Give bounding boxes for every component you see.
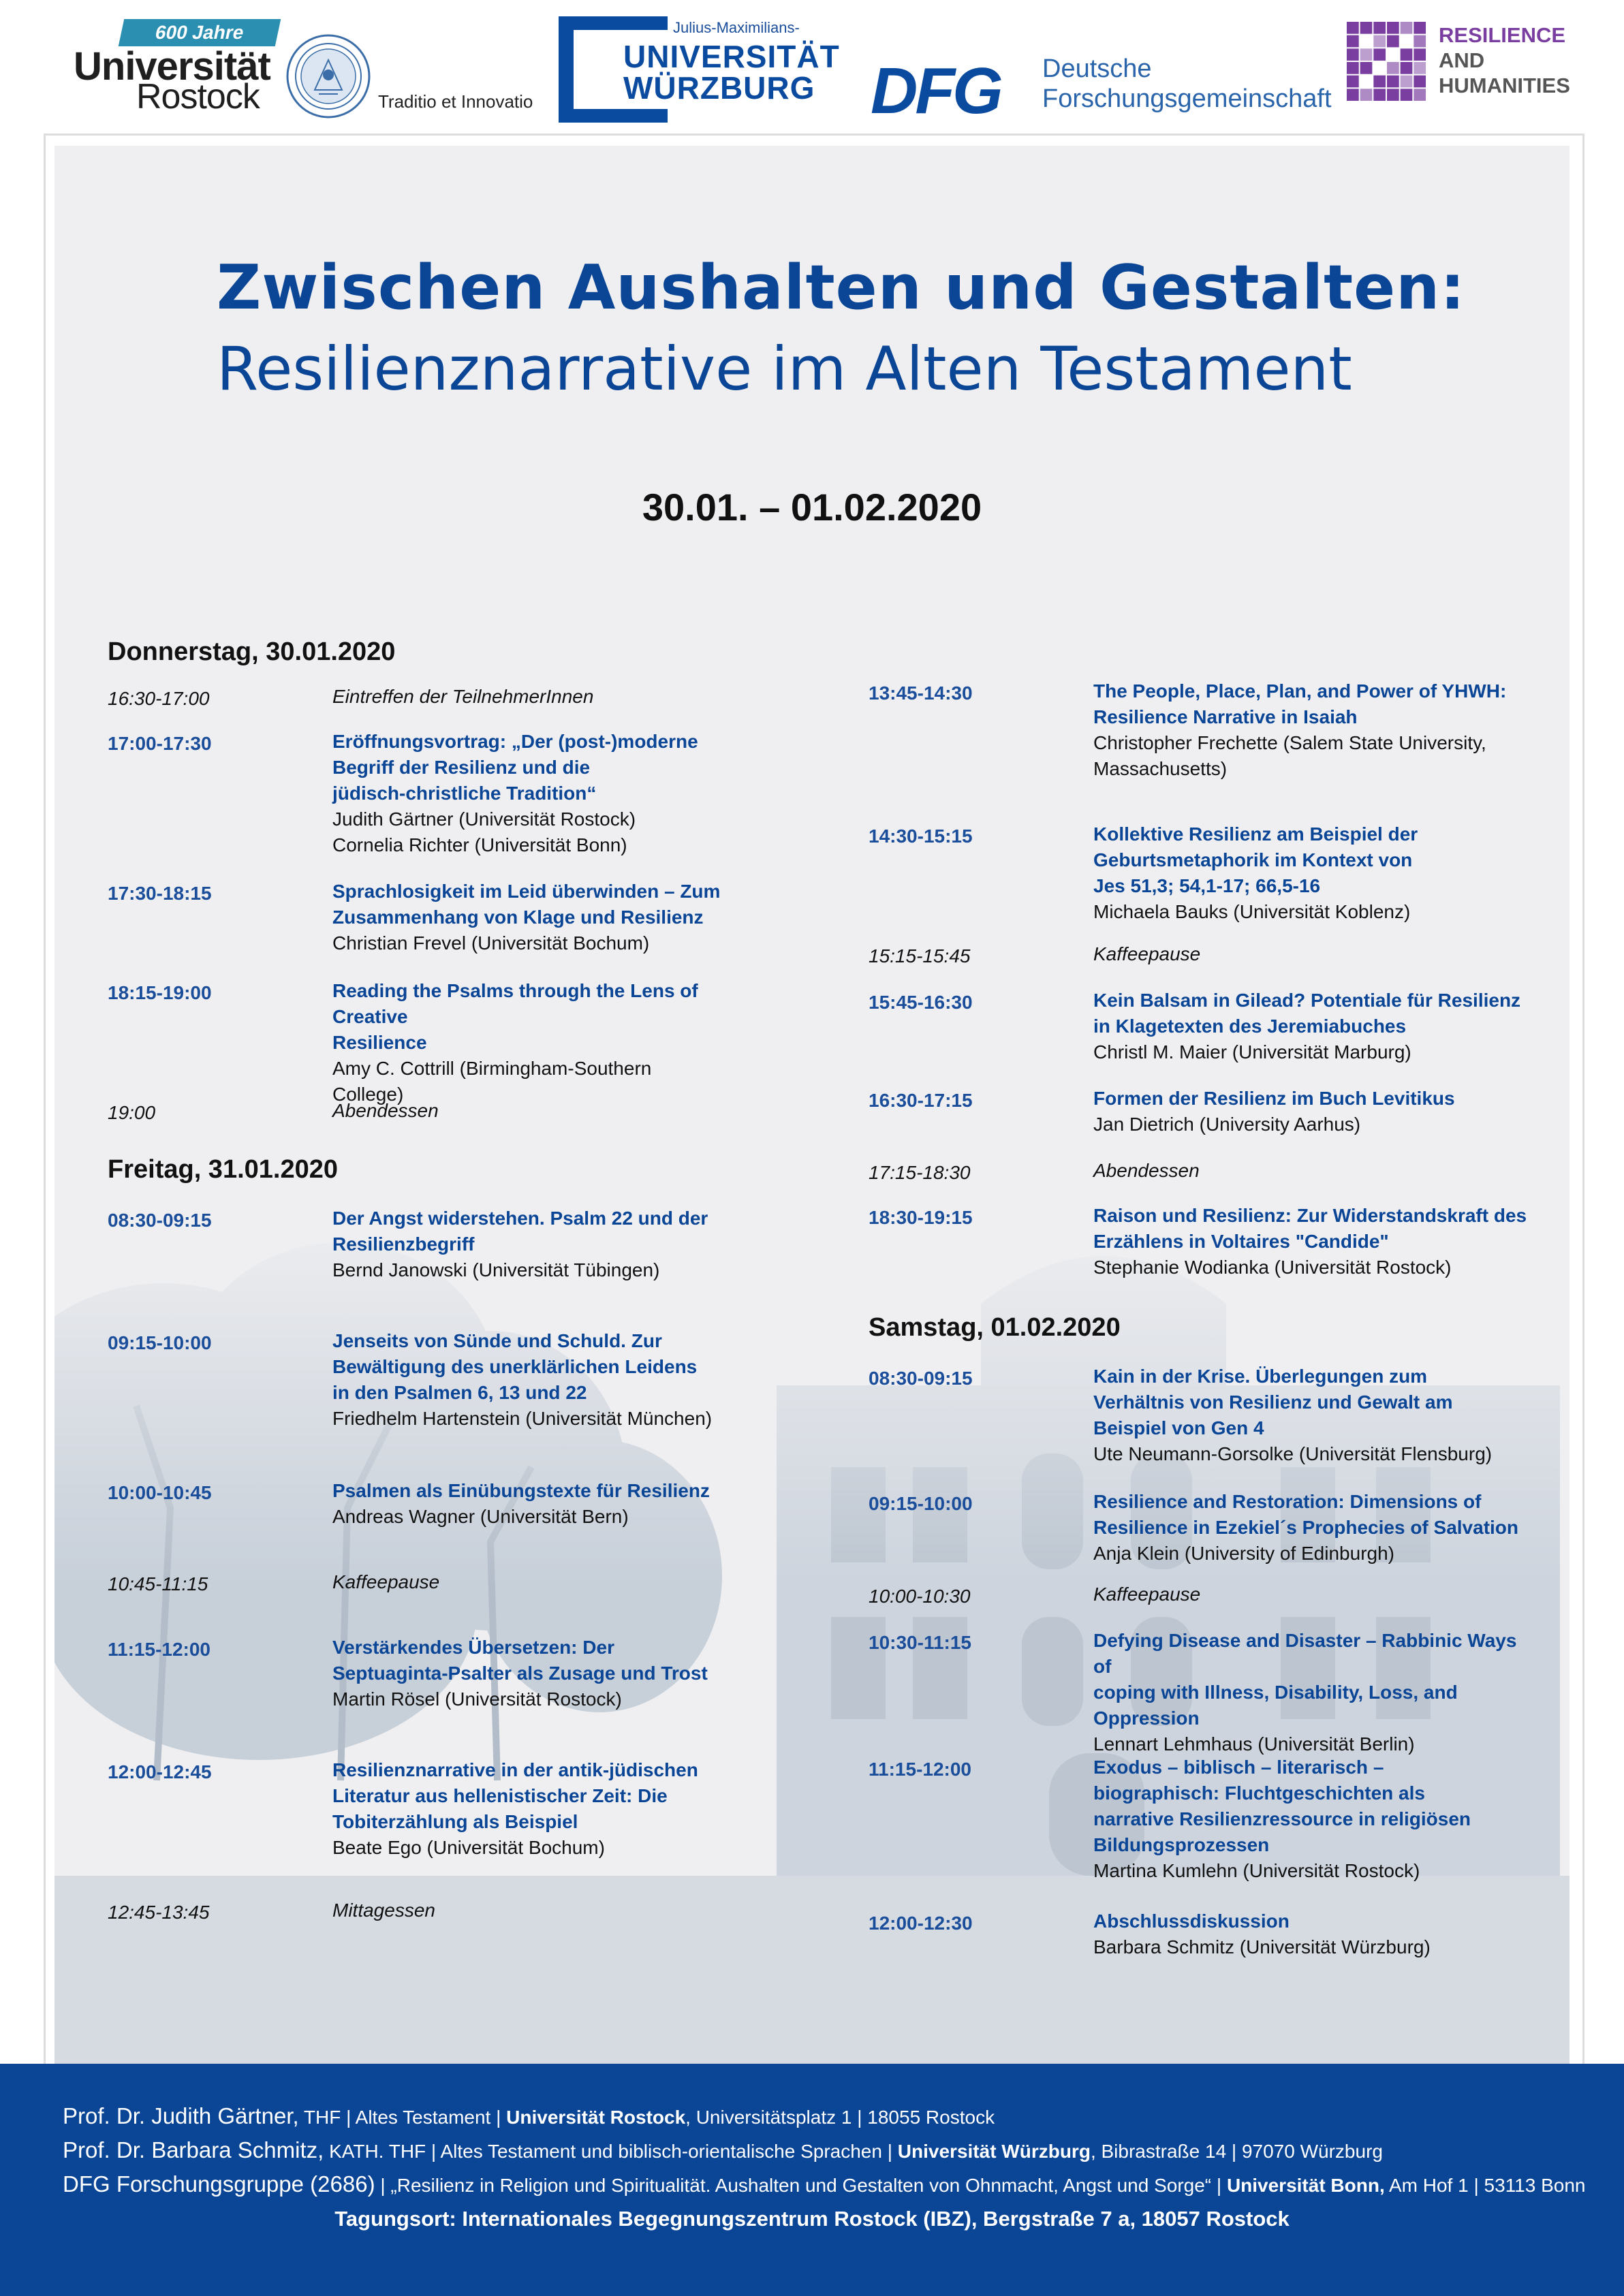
session-time: 14:30-15:15 [869, 825, 973, 847]
session-title-line: in den Psalmen 6, 13 und 22 [332, 1382, 587, 1403]
session-time: 17:15-18:30 [869, 1162, 971, 1183]
session-title-line: Kain in der Krise. Überlegungen zum [1093, 1366, 1428, 1387]
speaker-line: Lennart Lehmhaus (Universität Berlin) [1093, 1733, 1415, 1755]
session-title-line: Oppression [1093, 1708, 1200, 1729]
session-time: 16:30-17:15 [869, 1090, 973, 1111]
session-title-line: Erzählens in Voltaires "Candide" [1093, 1231, 1389, 1252]
footer-line-gaertner: Prof. Dr. Judith Gärtner, THF | Altes Testament | Universität Rostock, Universitätsplatz 1 | 18055 Rostock [63, 2103, 995, 2128]
session-title-line: Kollektive Resilienz am Beispiel der [1093, 823, 1418, 845]
session-entry [332, 1328, 775, 1432]
session-time: 12:00-12:30 [869, 1913, 973, 1934]
session-time: 12:45-13:45 [108, 1902, 210, 1923]
session-title-line: Kein Balsam in Gilead? Potentiale für Resilienz [1093, 990, 1521, 1011]
day-heading: Donnerstag, 30.01.2020 [108, 638, 396, 666]
session-title-line: Bewältigung des unerklärlichen Leidens [332, 1356, 698, 1377]
break-note [1093, 1158, 1536, 1184]
session-entry [1093, 1203, 1536, 1280]
speaker-line: Michaela Bauks (Universität Koblenz) [1093, 901, 1411, 922]
session-time: 12:00-12:45 [108, 1761, 212, 1782]
speaker-line: Stephanie Wodianka (Universität Rostock) [1093, 1257, 1452, 1278]
session-entry [1093, 1489, 1536, 1567]
session-title-line: Reading the Psalms through the Lens of Creative [332, 980, 698, 1027]
session-title-line: Septuaginta-Psalter als Zusage und Trost [332, 1663, 708, 1684]
session-time: 11:15-12:00 [869, 1759, 972, 1780]
session-title-line: Resilienzbegriff [332, 1233, 475, 1255]
session-title-line: biographisch: Fluchtgeschichten als [1093, 1782, 1425, 1804]
break-label: Kaffeepause [332, 1571, 440, 1592]
session-title-line: Beispiel von Gen 4 [1093, 1417, 1264, 1438]
session-title-line: narrative Resilienzressource in religiösen [1093, 1808, 1471, 1829]
break-note [332, 684, 775, 710]
session-entry [1093, 1086, 1536, 1137]
speaker-line: Christian Frevel (Universität Bochum) [332, 932, 650, 954]
session-title-line: coping with Illness, Disability, Loss, and [1093, 1682, 1458, 1703]
session-entry [1093, 1908, 1536, 1960]
session-time: 10:00-10:45 [108, 1482, 212, 1503]
footer-line-dfg: DFG Forschungsgruppe (2686) | „Resilienz in Religion und Spiritualität. Aushalten und Gestalten von Ohnmacht, Angst und Sorge“ | Universität Bonn, Am Hof 1 | 53113 Bonn [63, 2171, 1586, 2197]
session-time: 13:45-14:30 [869, 682, 973, 704]
session-title-line: jüdisch-christliche Tradition“ [332, 783, 597, 804]
break-label: Abendessen [332, 1100, 439, 1121]
speaker-line: Massachusetts) [1093, 758, 1228, 779]
speaker-line: Cornelia Richter (Universität Bonn) [332, 834, 627, 855]
session-title-line: Geburtsmetaphorik im Kontext von [1093, 849, 1413, 870]
speaker-line: Friedhelm Hartenstein (Universität München) [332, 1408, 713, 1429]
footer-bar [0, 2064, 1624, 2296]
break-note [332, 1898, 775, 1923]
session-title-line: Resilienznarrative in der antik-jüdischen [332, 1759, 698, 1780]
session-entry [332, 879, 775, 956]
speaker-line: Anja Klein (University of Edinburgh) [1093, 1543, 1394, 1564]
session-entry [332, 1635, 775, 1712]
speaker-line: Judith Gärtner (Universität Rostock) [332, 808, 636, 830]
session-title-line: Verstärkendes Übersetzen: Der [332, 1637, 614, 1658]
break-label: Kaffeepause [1093, 943, 1201, 964]
session-title-line: Resilience Narrative in Isaiah [1093, 706, 1358, 727]
session-time: 15:45-16:30 [869, 992, 973, 1013]
session-title-line: Raison und Resilienz: Zur Widerstandskraft des [1093, 1205, 1527, 1226]
session-title-line: Resilience in Ezekiel´s Prophecies of Salvation [1093, 1517, 1519, 1538]
speaker-line: Martin Rösel (Universität Rostock) [332, 1688, 622, 1710]
footer-line-schmitz: Prof. Dr. Barbara Schmitz, KATH. THF | Altes Testament und biblisch-orientalische Sprachen | Universität Würzburg, Bibrastraße 14 | 97070 Würzburg [63, 2137, 1383, 2163]
rostock-logo-word1: Universität [74, 44, 270, 89]
venue-line: Tagungsort: Internationales Begegnungszentrum Rostock (IBZ), Bergstraße 7 a, 18057 Rostock [334, 2207, 1290, 2231]
break-label: Eintreffen der TeilnehmerInnen [332, 686, 594, 707]
session-title-line: The People, Place, Plan, and Power of YHWH: [1093, 680, 1507, 702]
break-note [1093, 941, 1536, 967]
session-time: 09:15-10:00 [869, 1493, 973, 1514]
session-title-line: Sprachlosigkeit im Leid überwinden – Zum [332, 881, 721, 902]
wuerzburg-logo-line1: UNIVERSITÄT [623, 39, 840, 74]
session-time: 19:00 [108, 1102, 156, 1123]
session-entry [1093, 678, 1536, 782]
speaker-line: Jan Dietrich (University Aarhus) [1093, 1114, 1361, 1135]
rostock-motto: Traditio et Innovatio [378, 91, 533, 112]
session-title-line: Eröffnungsvortrag: „Der (post-)moderne [332, 731, 698, 752]
session-time: 18:30-19:15 [869, 1207, 973, 1228]
session-entry [1093, 1755, 1536, 1884]
session-time: 16:30-17:00 [108, 688, 210, 709]
session-title-line: Exodus – biblisch – literarisch – [1093, 1757, 1384, 1778]
session-title-line: Der Angst widerstehen. Psalm 22 und der [332, 1208, 708, 1229]
dfg-logo: DFG [871, 54, 1001, 127]
wuerzburg-logo-small: Julius-Maximilians- [673, 19, 800, 36]
session-title-line: Zusammenhang von Klage und Resilienz [332, 907, 704, 928]
session-time: 10:00-10:30 [869, 1586, 971, 1607]
session-time: 11:15-12:00 [108, 1639, 211, 1660]
rh-line1: RESILIENCE [1439, 23, 1566, 47]
day-heading: Samstag, 01.02.2020 [869, 1313, 1121, 1342]
wuerzburg-logo-line2: WÜRZBURG [623, 70, 815, 106]
break-label: Abendessen [1093, 1160, 1200, 1181]
dfg-name-line1: Deutsche [1042, 54, 1152, 83]
session-entry [1093, 1628, 1536, 1757]
session-time: 17:00-17:30 [108, 733, 212, 754]
speaker-line: Bernd Janowski (Universität Tübingen) [332, 1259, 660, 1280]
session-title-line: Begriff der Resilienz und die [332, 757, 591, 778]
rostock-logo-word2: Rostock [136, 77, 260, 116]
session-title-line: in Klagetexten des Jeremiabuches [1093, 1016, 1407, 1037]
speaker-line: Martina Kumlehn (Universität Rostock) [1093, 1860, 1420, 1881]
speaker-line: Barbara Schmitz (Universität Würzburg) [1093, 1936, 1431, 1957]
session-entry [332, 1478, 775, 1530]
session-time: 17:30-18:15 [108, 883, 212, 904]
session-title-line: Psalmen als Einübungstexte für Resilienz [332, 1480, 710, 1501]
dfg-name-line2: Forschungsgemeinschaft [1042, 84, 1332, 113]
speaker-line: Andreas Wagner (Universität Bern) [332, 1506, 629, 1527]
break-note [332, 1098, 775, 1124]
session-title-line: Jes 51,3; 54,1-17; 66,5-16 [1093, 875, 1321, 896]
poster-title: Zwischen Aushalten und Gestalten: [217, 252, 1466, 324]
rostock-seal-icon [285, 33, 372, 120]
speaker-line: Ute Neumann-Gorsolke (Universität Flensburg) [1093, 1443, 1493, 1464]
session-title-line: Abschlussdiskussion [1093, 1910, 1290, 1932]
session-time: 08:30-09:15 [869, 1368, 973, 1389]
session-entry [1093, 1364, 1536, 1467]
session-title-line: Bildungsprozessen [1093, 1834, 1270, 1855]
resilience-grid-icon [1345, 22, 1428, 102]
session-title-line: Verhältnis von Resilienz und Gewalt am [1093, 1391, 1453, 1413]
session-title-line: Resilience and Restoration: Dimensions of [1093, 1491, 1482, 1512]
speaker-line: Beate Ego (Universität Bochum) [332, 1837, 605, 1858]
session-entry [1093, 821, 1536, 925]
break-label: Mittagessen [332, 1900, 435, 1921]
session-entry [332, 1206, 775, 1283]
break-label: Kaffeepause [1093, 1584, 1201, 1605]
session-time: 10:30-11:15 [869, 1632, 972, 1653]
session-time: 09:15-10:00 [108, 1332, 212, 1353]
rostock-anniversary-banner: 600 Jahre [119, 19, 281, 46]
poster-subtitle: Resilienznarrative im Alten Testament [217, 334, 1352, 404]
rh-line3: HUMANITIES [1439, 74, 1570, 97]
session-title-line: Resilience [332, 1032, 427, 1053]
session-time: 15:15-15:45 [869, 945, 971, 966]
session-time: 08:30-09:15 [108, 1210, 212, 1231]
day-heading: Freitag, 31.01.2020 [108, 1155, 338, 1184]
speaker-line: Amy C. Cottrill (Birmingham-Southern [332, 1058, 652, 1079]
speaker-line: College) [332, 1084, 404, 1105]
session-entry [332, 1757, 775, 1861]
session-entry [332, 978, 775, 1107]
speaker-line: Christl M. Maier (Universität Marburg) [1093, 1041, 1411, 1063]
speaker-line: Christopher Frechette (Salem State University, [1093, 732, 1486, 753]
session-title-line: Formen der Resilienz im Buch Levitikus [1093, 1088, 1455, 1109]
break-note [1093, 1582, 1536, 1607]
session-entry [332, 729, 775, 858]
session-title-line: Literatur aus hellenistischer Zeit: Die [332, 1785, 668, 1806]
rh-line2: AND [1439, 48, 1485, 72]
session-time: 18:15-19:00 [108, 982, 212, 1003]
event-dates: 30.01. – 01.02.2020 [642, 486, 982, 529]
session-title-line: Defying Disease and Disaster – Rabbinic Ways of [1093, 1630, 1517, 1677]
session-title-line: Tobiterzählung als Beispiel [332, 1811, 578, 1832]
session-time: 10:45-11:15 [108, 1573, 208, 1594]
break-note [332, 1569, 775, 1595]
session-title-line: Jenseits von Sünde und Schuld. Zur [332, 1330, 662, 1351]
session-entry [1093, 988, 1536, 1065]
